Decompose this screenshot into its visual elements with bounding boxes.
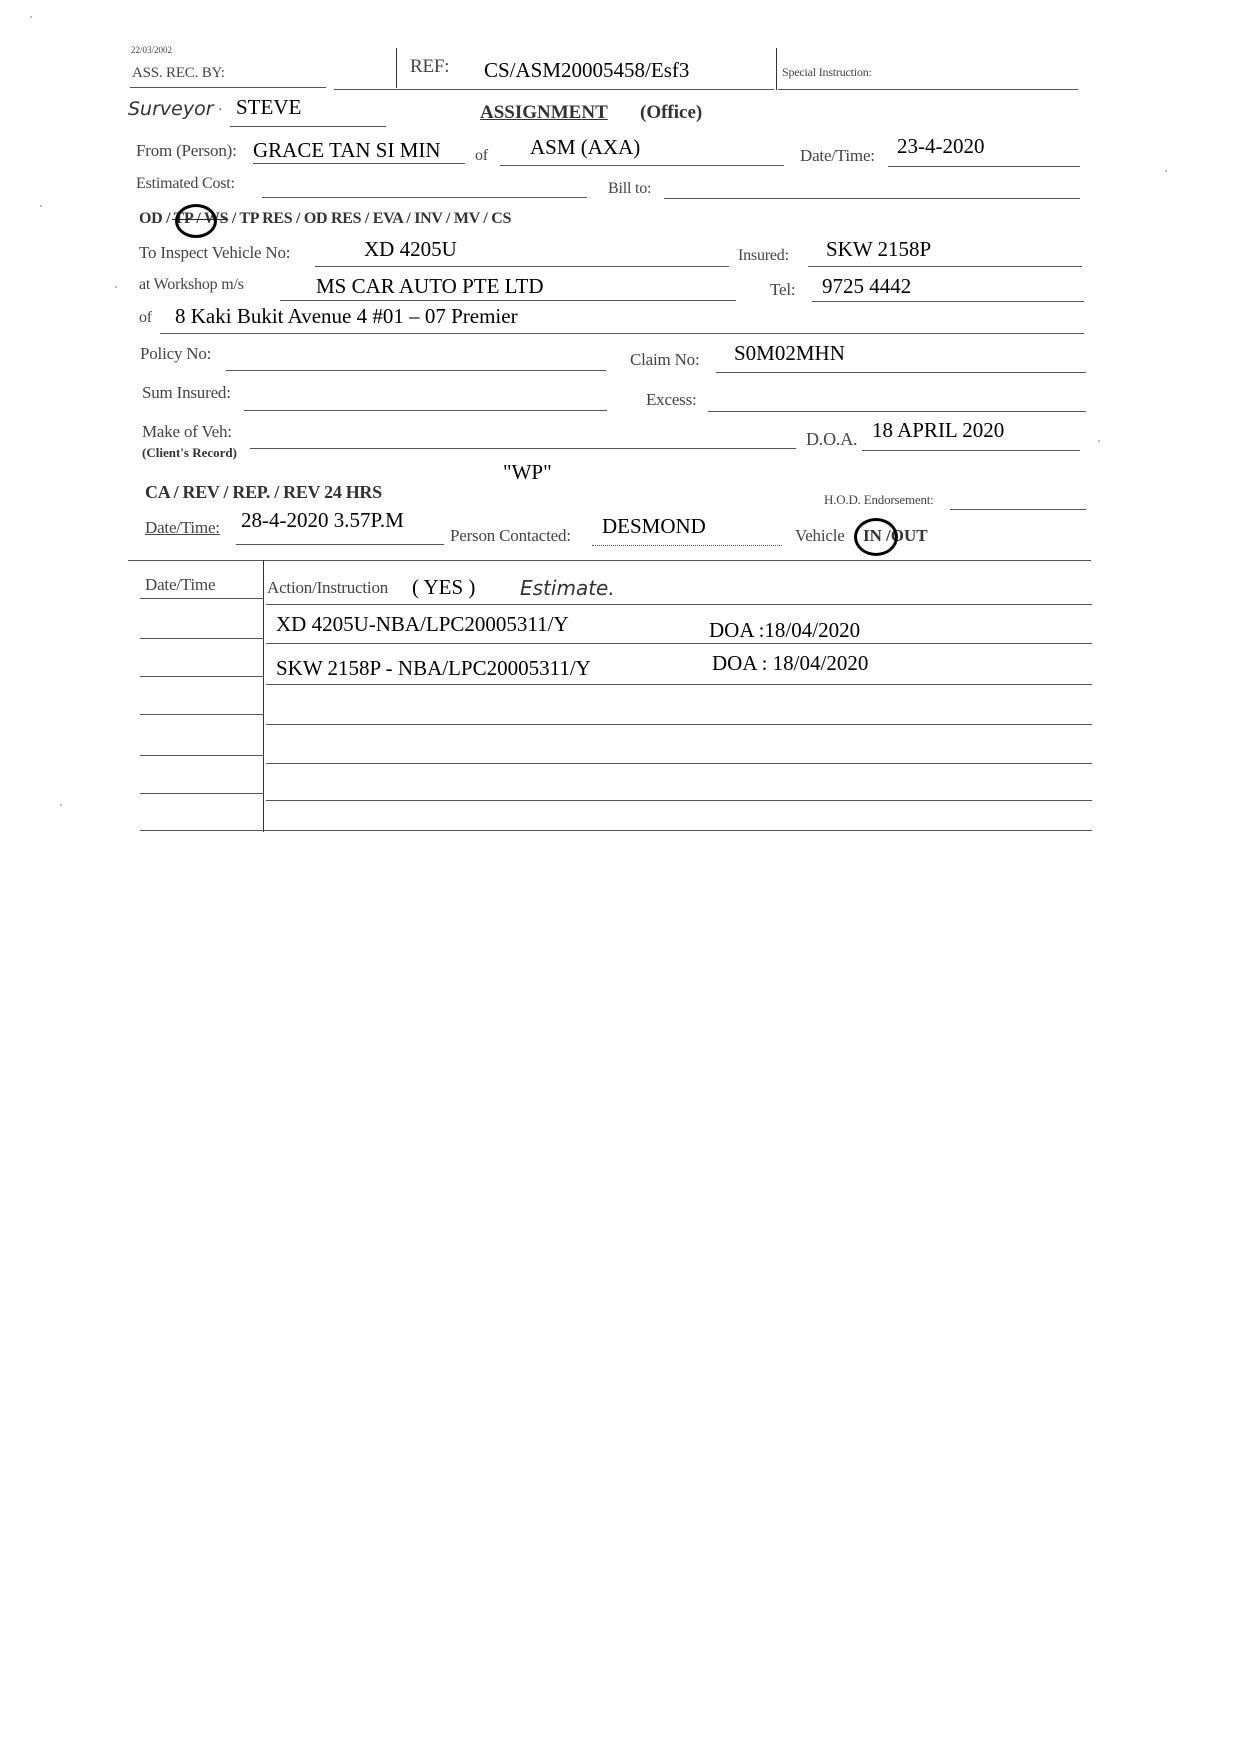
- vehicle-out-label: /OUT: [886, 526, 928, 545]
- contact-datetime-line: [236, 544, 444, 545]
- table-row-1-action: XD 4205U-NBA/LPC20005311/Y: [276, 612, 569, 636]
- speck: [115, 286, 117, 288]
- make-line: [250, 448, 796, 449]
- table-col1-header: Date/Time: [145, 575, 216, 594]
- table-row-line: [140, 598, 264, 599]
- tel-line: [812, 301, 1084, 302]
- table-row-line: [140, 793, 264, 794]
- table-col2-header: Action/Instruction: [267, 578, 389, 597]
- surveyor-value: STEVE: [236, 95, 302, 119]
- hod-label: H.O.D. Endorsement:: [824, 492, 934, 507]
- review-line: CA / REV / REP. / REV 24 HRS: [145, 482, 382, 502]
- vehicle-label: Vehicle: [795, 526, 845, 545]
- special-instruction-label: Special Instruction:: [782, 65, 872, 79]
- ass-rec-by-line: [130, 87, 326, 88]
- ref-label: REF:: [410, 56, 450, 77]
- speck: [1165, 170, 1167, 172]
- table-row-line: [140, 714, 264, 715]
- bill-to-line: [664, 198, 1080, 199]
- from-line: [253, 163, 465, 164]
- table-row-line: [266, 643, 1092, 644]
- workshop-label: at Workshop m/s: [139, 276, 244, 293]
- tp-circle: [175, 204, 217, 238]
- excess-label: Excess:: [646, 390, 697, 409]
- contact-datetime-label: Date/Time:: [145, 518, 220, 537]
- table-row-1-doa: DOA :18/04/2020: [709, 618, 861, 642]
- workshop-value: MS CAR AUTO PTE LTD: [316, 274, 544, 298]
- estimated-cost-label: Estimated Cost:: [136, 175, 235, 192]
- hod-line: [950, 509, 1086, 510]
- table-row-line: [266, 604, 1092, 605]
- from-datetime-line: [888, 166, 1080, 167]
- from-of-label: of: [475, 147, 488, 164]
- wp-note: "WP": [503, 460, 552, 484]
- claim-label: Claim No:: [630, 350, 700, 369]
- from-of-line: [500, 165, 784, 166]
- table-top-line: [128, 560, 1091, 561]
- surveyor-colon: ·: [218, 103, 223, 118]
- doa-label: D.O.A.: [806, 429, 858, 449]
- estimate-note: Estimate.: [520, 576, 615, 600]
- policy-line: [226, 370, 606, 371]
- ref-line: [334, 89, 774, 90]
- from-datetime-value: 23-4-2020: [897, 134, 985, 158]
- policy-label: Policy No:: [140, 344, 212, 363]
- from-label: From (Person):: [136, 141, 237, 160]
- from-value: GRACE TAN SI MIN: [253, 138, 441, 162]
- surveyor-label: Surveyor: [128, 98, 214, 120]
- table-row-line: [140, 638, 264, 639]
- in-circle: [854, 518, 898, 556]
- tel-label: Tel:: [770, 280, 796, 299]
- from-datetime-label: Date/Time:: [800, 146, 875, 165]
- from-of-value: ASM (AXA): [530, 135, 641, 159]
- form-title-suffix: (Office): [640, 102, 703, 123]
- surveyor-line: [230, 126, 386, 127]
- person-contacted-value: DESMOND: [602, 514, 706, 538]
- insured-line: [808, 266, 1082, 267]
- date-stamp: 22/03/2002: [131, 45, 173, 55]
- special-instruction-line: [778, 89, 1078, 90]
- claim-types: OD / TP / WS / TP RES / OD RES / EVA / INV / MV / CS: [139, 210, 512, 227]
- address-value: 8 Kaki Bukit Avenue 4 #01 – 07 Premier: [175, 304, 518, 328]
- doa-value: 18 APRIL 2020: [872, 418, 1005, 442]
- excess-line: [708, 411, 1086, 412]
- address-line: [160, 333, 1084, 334]
- table-row-line: [140, 755, 264, 756]
- special-divider: [776, 48, 777, 90]
- inspect-label: To Inspect Vehicle No:: [139, 243, 291, 262]
- table-bottom-line: [140, 830, 1092, 831]
- insured-label: Insured:: [738, 247, 789, 264]
- address-label: of: [139, 309, 152, 326]
- table-row-line: [266, 684, 1092, 685]
- person-contacted-line: [592, 545, 782, 546]
- make-label: Make of Veh:: [142, 422, 232, 441]
- person-contacted-label: Person Contacted:: [450, 526, 571, 545]
- estimated-cost-line: [262, 197, 587, 198]
- workshop-line: [280, 300, 736, 301]
- ref-divider: [396, 48, 397, 88]
- make-sublabel: (Client's Record): [142, 445, 237, 460]
- sum-insured-label: Sum Insured:: [142, 383, 231, 402]
- ass-rec-by-label: ASS. REC. BY:: [132, 65, 225, 81]
- speck: [30, 16, 32, 18]
- yes-note: ( YES ): [412, 575, 476, 599]
- speck: [60, 804, 62, 806]
- sum-insured-line: [244, 410, 607, 411]
- table-row-line: [266, 724, 1092, 725]
- form-title: ASSIGNMENT: [480, 102, 608, 123]
- table-row-2-action: SKW 2158P - NBA/LPC20005311/Y: [276, 656, 591, 680]
- table-row-line: [266, 763, 1092, 764]
- tel-value: 9725 4442: [822, 274, 912, 298]
- table-divider: [263, 560, 264, 832]
- ref-value: CS/ASM20005458/Esf3: [484, 58, 690, 82]
- speck: [40, 205, 42, 207]
- bill-to-label: Bill to:: [608, 180, 652, 197]
- claim-value: S0M02MHN: [734, 341, 845, 365]
- claim-line: [716, 372, 1086, 373]
- speck: [1098, 440, 1100, 442]
- vehicle-in-label: IN: [863, 526, 882, 545]
- insured-value: SKW 2158P: [826, 237, 932, 261]
- table-row-line: [140, 676, 264, 677]
- inspect-line: [315, 266, 729, 267]
- inspect-value: XD 4205U: [364, 237, 457, 261]
- doa-line: [862, 450, 1080, 451]
- table-row-2-doa: DOA : 18/04/2020: [712, 651, 869, 675]
- table-row-line: [266, 800, 1092, 801]
- contact-datetime-value: 28-4-2020 3.57P.M: [241, 508, 404, 532]
